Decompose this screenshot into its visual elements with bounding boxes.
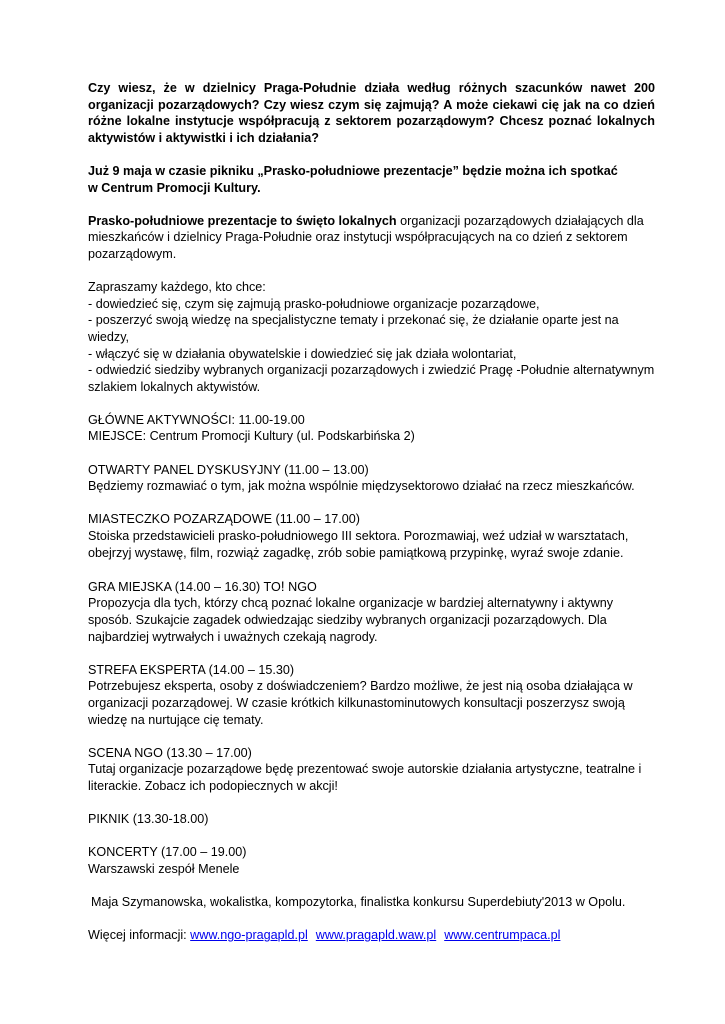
invite-item: - odwiedzić siedziby wybranych organizacji pozarządowych i zwiedzić Pragę -Południe alternatywnym szlakiem lokalnych aktywistów. bbox=[88, 363, 655, 394]
section-expert-text: Potrzebujesz eksperta, osoby z doświadczeniem? Bardzo możliwe, że jest nią osoba działająca w organizacji pozarządowej. W czasie krótkich kilkunastominutowych konsultacji poszerzysz swoją wiedzę na nurtujące cię tematy. bbox=[88, 679, 633, 727]
description-bold: Prasko-południowe prezentacje to święto lokalnych bbox=[88, 213, 397, 228]
section-concerts-band: Warszawski zespół Menele bbox=[88, 861, 240, 876]
description-paragraph bbox=[88, 213, 655, 263]
section-panel-text: Będziemy rozmawiać o tym, jak można wspólnie międzysektorowo działać na rzecz mieszkańców. bbox=[88, 479, 635, 494]
section-stage bbox=[88, 745, 655, 795]
section-stage-title: SCENA NGO (13.30 – 17.00) bbox=[88, 745, 252, 760]
intro-date-line-1: Już 9 maja w czasie pikniku „Prasko-południowe prezentacje” będzie można ich spotkać bbox=[88, 163, 618, 178]
main-place: MIEJSCE: Centrum Promocji Kultury (ul. Podskarbińska 2) bbox=[88, 429, 415, 444]
main-activities: GŁÓWNE AKTYWNOŚCI: 11.00-19.00 bbox=[88, 412, 305, 427]
section-game-title-end: NGO bbox=[284, 579, 317, 594]
section-town bbox=[88, 511, 655, 561]
section-concerts-title: KONCERTY (17.00 – 19.00) bbox=[88, 845, 247, 860]
section-stage-text: Tutaj organizacje pozarządowe będę prezentować swoje autorskie działania artystyczne, teatralne i literackie. Zobacz ich podopiecznych w akcji! bbox=[88, 762, 642, 793]
section-panel bbox=[88, 462, 655, 495]
invite-item: - dowiedzieć się, czym się zajmują prasko-południowe organizacje pozarządowe, bbox=[88, 296, 540, 311]
section-town-title: MIASTECZKO POZARZĄDOWE (11.00 – 17.00) bbox=[88, 512, 361, 527]
main-info bbox=[88, 412, 655, 445]
footer-link-centrumpaca[interactable]: www.centrumpaca.pl bbox=[444, 928, 561, 943]
invite-item: - poszerzyć swoją wiedzę na specjalistyczne tematy i przekonać się, że działanie oparte jest na wiedzy, bbox=[88, 313, 619, 344]
section-game-text: Propozycja dla tych, którzy chcą poznać lokalne organizacje w bardziej alternatywny i aktywny sposób. Szukajcie zagadek odwiedzając siedziby wybranych organizacji pozarządowych. Dla najbardziej wytrwałych i uważnych czekają nagrody. bbox=[88, 596, 613, 644]
section-picnic-title: PIKNIK (13.30-18.00) bbox=[88, 812, 209, 827]
description-rest: organizacji pozarządowych działających dla mieszkańców i dzielnicy Praga-Południe oraz instytucji współpracujących na co dzień z sektorem pozarządowym. bbox=[88, 213, 644, 261]
footer-link-pragapld[interactable]: www.pragapld.waw.pl bbox=[315, 928, 437, 943]
section-panel-title: OTWARTY PANEL DYSKUSYJNY (11.00 – 13.00) bbox=[88, 462, 369, 477]
section-town-text: Stoiska przedstawicieli prasko-południowego III sektora. Porozmawiaj, weź udział w warsztatach, obejrzyj wystawę, film, rozwiąż zagadkę, zrób sobie pamiątkową przypinkę, wyraź swoje zdanie. bbox=[88, 529, 629, 560]
section-concerts bbox=[88, 844, 655, 877]
intro-question: Czy wiesz, że w dzielnicy Praga-Południe działa według różnych szacunków nawet 200 organizacji pozarządowych? Czy wiesz czym się zajmują? A może ciekawi cię jak na co dzień różne lokalne instytucje współpracują z sektorem pozarządowym? Chcesz poznać lokalnych aktywistów i aktywistki i ich działania? bbox=[88, 81, 655, 145]
footer-label: Więcej informacji: bbox=[88, 928, 187, 943]
section-concerts-artist: Maja Szymanowska, wokalistka, kompozytorka, finalistka konkursu Superdebiuty'2013 w Opolu. bbox=[91, 895, 626, 910]
section-expert bbox=[88, 662, 655, 728]
intro-date-line-2: w Centrum Promocji Kultury. bbox=[88, 180, 261, 195]
intro-date bbox=[88, 163, 655, 196]
invite-item: - włączyć się w działania obywatelskie i dowiedzieć się jak działa wolontariat, bbox=[88, 346, 517, 361]
footer-links bbox=[88, 927, 655, 944]
section-expert-title: STREFA EKSPERTA (14.00 – 15.30) bbox=[88, 662, 295, 677]
section-game bbox=[88, 578, 655, 645]
section-game-title-main: GRA MIEJSKA (14.00 – 16.30) TO bbox=[88, 579, 281, 594]
section-game-title-mark: ! bbox=[280, 577, 285, 594]
section-game-title bbox=[88, 578, 655, 596]
footer-link-ngo[interactable]: www.ngo-pragapld.pl bbox=[190, 928, 308, 943]
invite-block bbox=[88, 279, 655, 395]
invite-heading: Zapraszamy każdego, kto chce: bbox=[88, 280, 266, 295]
